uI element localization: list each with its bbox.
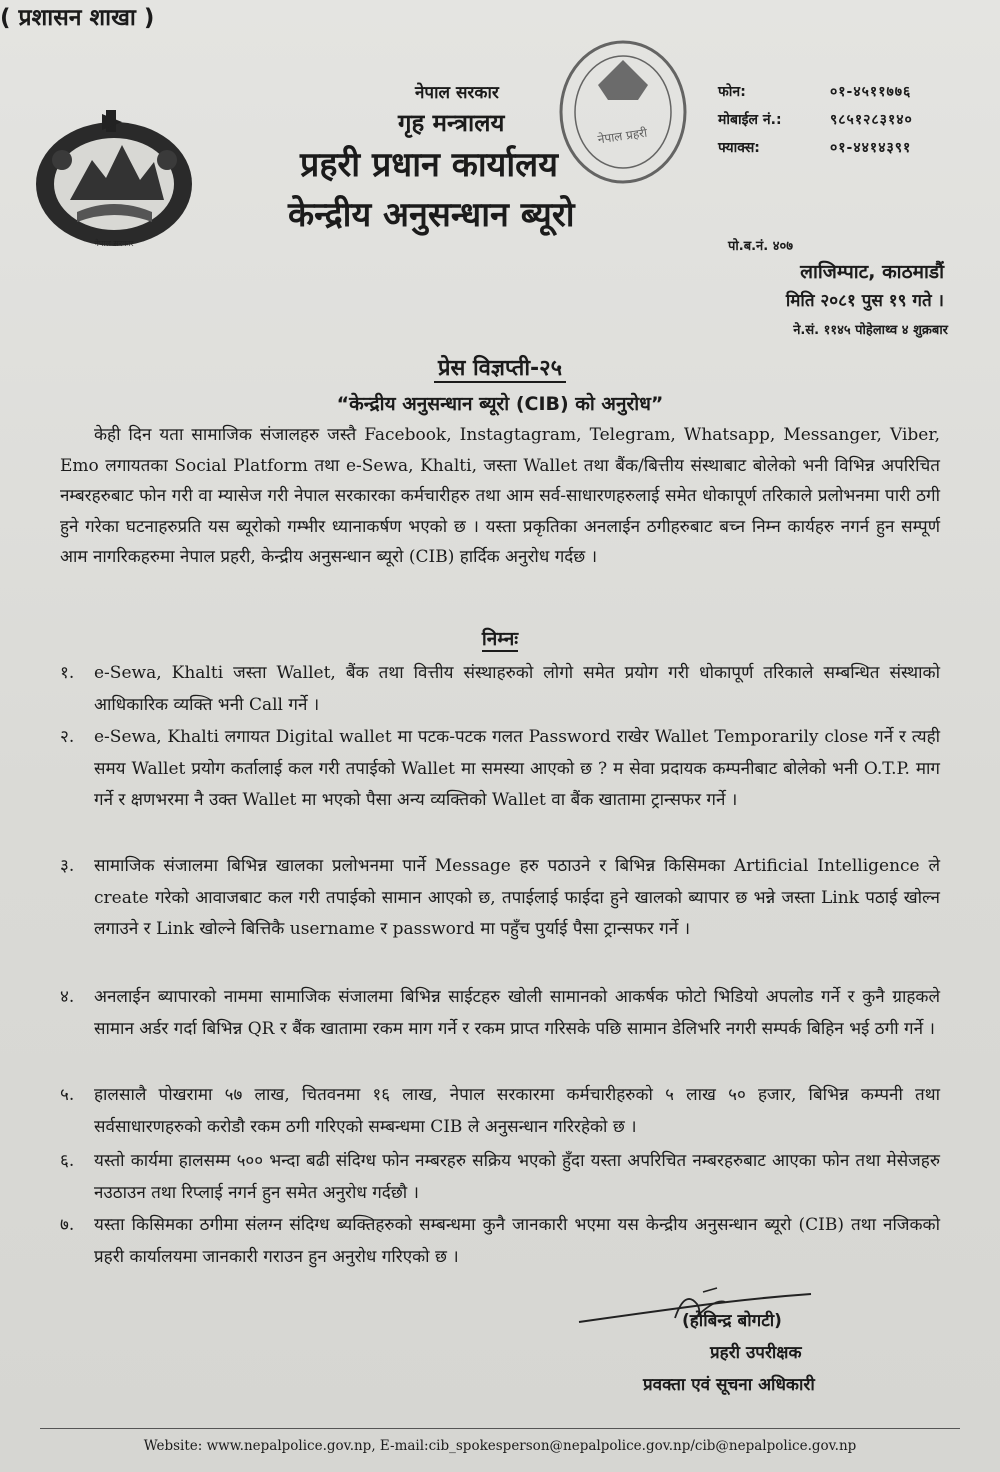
- footer-contact: Website: www.nepalpolice.gov.np, E-mail:cib_spokesperson@nepalpolice.gov.np/cib@nepalpolice.gov.np: [143, 1438, 857, 1454]
- phone-value: ०१-४५११७७६: [830, 84, 912, 100]
- list-item: [60, 722, 940, 817]
- fax-value: ०१-४४१४३९१: [830, 140, 912, 156]
- list-item-number: ४.: [60, 987, 75, 1007]
- stamp-text: नेपाल प्रहरी: [596, 125, 649, 147]
- location: लाजिम्पाट, काठमाडौं: [800, 261, 944, 283]
- footer-divider: [40, 1428, 960, 1429]
- po-box: पो.ब.नं. ४०७: [728, 239, 794, 254]
- signer-designation: प्रवक्ता एवं सूचना अधिकारी: [643, 1375, 815, 1395]
- press-release-title: [0, 352, 1000, 382]
- list-item: [60, 1080, 940, 1143]
- mobile-value: ९८५१२८३१४०: [830, 112, 913, 128]
- list-item-text: सामाजिक संजालमा बिभिन्न खालका प्रलोभनमा पार्ने Message हरु पठाउने र बिभिन्न किसिमका Artificial Intelligence ले create गरेको आवाजबाट कल गरी तपाईको सामान आएको छ, तपाईलाई फाईदा हुने खालको ब्यापार छ भन्ने जस्ता Link पठाई खोल्न लगाउने र Link खोल्ने बित्तिकै username र password मा पहुँच पुर्याई पैसा ट्रान्सफर गर्ने ।: [94, 856, 940, 939]
- branch-title: ( प्रशासन शाखा ): [0, 5, 155, 31]
- list-item: [60, 982, 940, 1045]
- list-item-text: हालसालै पोखरामा ५७ लाख, चितवनमा १६ लाख, नेपाल सरकारमा कर्मचारीहरुको ५ लाख ५० हजार, बिभिन्न कम्पनी तथा सर्वसाधारणहरुको करोडौ रकम ठगी गरिएको सम्बन्धमा CIB ले अनुसन्धान गरिरहेको छ ।: [94, 1085, 940, 1137]
- press-release-subject: “केन्द्रीय अनुसन्धान ब्यूरो (CIB) को अनुरोध”: [336, 393, 664, 415]
- list-item-text: अनलाईन ब्यापारको नाममा सामाजिक संजालमा बिभिन्न साईटहरु खोली सामानको आकर्षक फोटो भिडियो अपलोड गर्ने र कुनै ग्राहकले सामान अर्डर गर्दा बिभिन्न QR र बैंक खातामा रकम माग गर्ने र रकम प्राप्त गरिसके पछि सामान डेलिभरि नगरी सम्पर्क बिहिन भई ठगी गर्ने ।: [94, 987, 940, 1039]
- phone-label: फोन:: [718, 84, 746, 100]
- intro-paragraph: केही दिन यता सामाजिक संजालहरु जस्तै Facebook, Instagtagram, Telegram, Whatsapp, Messanger, Viber, Emo लगायतका Social Platform तथा e-Sewa, Khalti, जस्ता Wallet तथा बैंक/बित्तीय संस्थाबाट बोलेको भनी विभिन्न अपरिचित नम्बरहरुबाट फोन गरी वा म्यासेज गरी नेपाल सरकारका कर्मचारीहरु तथा आम सर्व-साधारणहरुलाई समेत धोकापूर्ण तरिकाले प्रलोभनमा पारी ठगी हुने गरेका घटनाहरुप्रति यस ब्यूरोको गम्भीर ध्यानाकर्षण भएको छ । यस्ता प्रकृतिका अनलाईन ठगीहरुबाट बच्न निम्न कार्यहरु नगर्न हुन सम्पूर्ण आम नागरिकहरुमा नेपाल प्रहरी, केन्द्रीय अनुसन्धान ब्यूरो (CIB) हार्दिक अनुरोध गर्दछ ।: [60, 425, 940, 567]
- bureau-title: केन्द्रीय अनुसन्धान ब्यूरो: [288, 195, 575, 235]
- list-item: [60, 851, 940, 946]
- list-item-text: यस्ता किसिमका ठगीमा संलग्न संदिग्ध ब्यक्तिहरुको सम्बन्धमा कुनै जानकारी भएमा यस केन्द्रीय अनुसन्धान ब्यूरो (CIB) तथा नजिकको प्रहरी कार्यालयमा जानकारी गराउन हुन अनुरोध गरिएको छ ।: [94, 1215, 940, 1267]
- official-stamp-icon: [548, 30, 698, 190]
- list-item-number: २.: [60, 727, 75, 747]
- list-item: [60, 1146, 940, 1209]
- list-item-number: ३.: [60, 856, 75, 876]
- list-heading: [0, 625, 1000, 651]
- signer-rank: प्रहरी उपरीक्षक: [710, 1343, 802, 1363]
- press-release-title-text: प्रेस विज्ञप्ती-२५: [434, 356, 566, 383]
- fax-label: फ्याक्स:: [718, 140, 760, 156]
- list-item-text: e-Sewa, Khalti जस्ता Wallet, बैंक तथा वित्तीय संस्थाहरुको लोगो समेत प्रयोग गरी धोकापूर्ण तरिकाले सम्बन्धित संस्थाको आधिकारिक व्यक्ति भनी Call गर्ने ।: [94, 663, 940, 715]
- government-title: नेपाल सरकार: [415, 83, 499, 103]
- mobile-label: मोबाईल नं.:: [718, 112, 782, 128]
- ministry-title: गृह मन्त्रालय: [398, 109, 505, 137]
- list-item-text: e-Sewa, Khalti लगायत Digital wallet मा पटक-पटक गलत Password राखेर Wallet Temporarily close गर्ने र त्यही समय Wallet प्रयोग कर्तालाई कल गरी तपाईको Wallet मा समस्या आएको छ ? म सेवा प्रदायक कम्पनीबाट बोलेको भनी O.T.P. माग गर्ने र क्षणभरमा नै उक्त Wallet मा भएको पैसा अन्य व्यक्तिको Wallet वा बैंक खातामा ट्रान्सफर गर्ने ।: [94, 727, 940, 810]
- list-item: [60, 658, 940, 721]
- list-item-number: ५.: [60, 1085, 75, 1105]
- office-title: प्रहरी प्रधान कार्यालय: [300, 145, 558, 185]
- nepal-sambat-date: ने.सं. ११४५ पोहेलाथ्व ४ शुक्रबार: [793, 323, 948, 338]
- signer-name: (होबिन्द्र बोगटी): [682, 1311, 782, 1331]
- list-item-number: १.: [60, 663, 75, 683]
- issue-date: मिति २०८१ पुस १९ गते ।: [785, 291, 944, 311]
- list-item-number: ७.: [60, 1215, 75, 1235]
- list-item: [60, 1210, 940, 1273]
- list-item-number: ६.: [60, 1151, 75, 1171]
- list-heading-text: निम्नः: [481, 628, 519, 650]
- emblem-caption: नेपाल सरकार: [94, 239, 134, 248]
- nepal-government-emblem-icon: [22, 100, 202, 260]
- list-item-text: यस्तो कार्यमा हालसम्म ५०० भन्दा बढी संदिग्ध फोन नम्बरहरु सक्रिय भएको हुँदा यस्ता अपरिचित नम्बरहरुबाट आएका फोन तथा मेसेजहरु नउठाउन तथा रिप्लाई नगर्न हुन समेत अनुरोध गर्दछौ ।: [94, 1151, 940, 1203]
